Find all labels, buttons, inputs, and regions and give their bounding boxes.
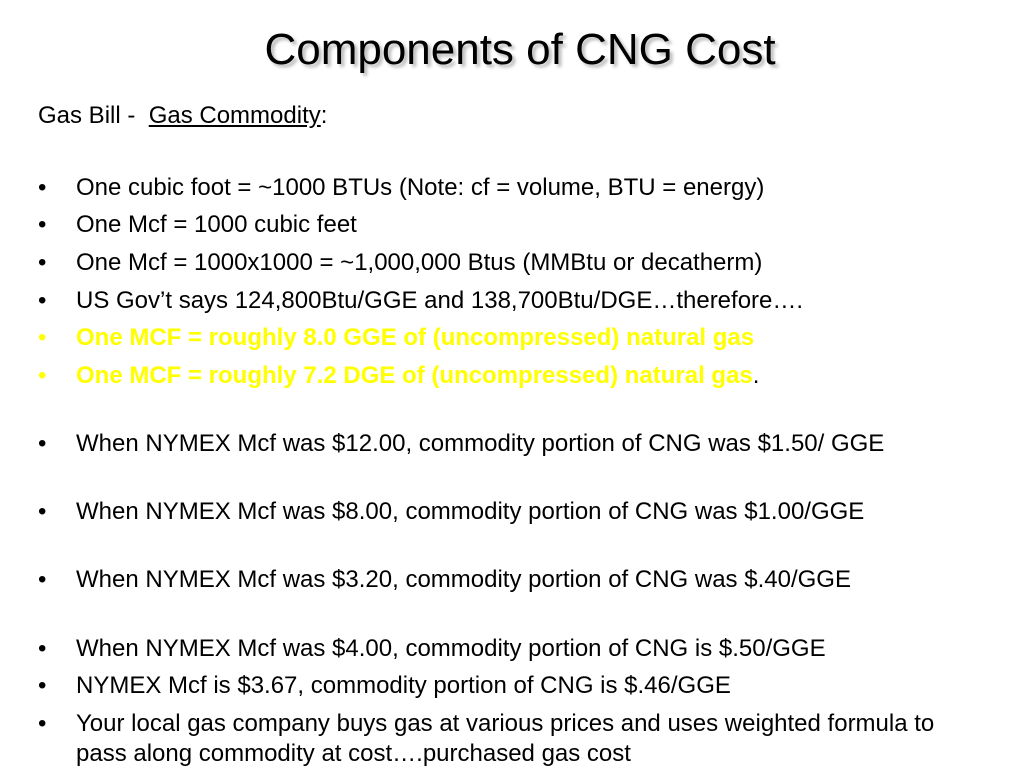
bullet-text: One Mcf = 1000 cubic feet (76, 211, 357, 238)
bullet-text: Your local gas company buys gas at various prices and uses weighted formula to pass along commodity at cost….purchased gas cost (76, 710, 935, 767)
bullet-marker: • (38, 174, 47, 201)
bullet-item (38, 565, 978, 595)
slide-title: Components of CNG Cost (264, 25, 776, 74)
section-heading-underlined: Gas Commodity (148, 102, 321, 129)
bullet-marker: • (38, 362, 47, 389)
section-heading-suffix: : (320, 102, 328, 129)
bullet-text: NYMEX Mcf is $3.67, commodity portion of CNG is $.46/GGE (76, 672, 731, 699)
bullet-text: When NYMEX Mcf was $3.20, commodity portion of CNG was $.40/GGE (76, 566, 851, 593)
bullet-marker: • (38, 249, 47, 276)
bullet-item (38, 497, 978, 527)
bullet-item (38, 173, 978, 203)
bullet-text: One MCF = roughly 8.0 GGE of (uncompressed) natural gas (76, 324, 755, 351)
highlighted-bullet-item (38, 323, 978, 353)
highlighted-bullet-item (38, 361, 978, 391)
bullet-item (38, 210, 978, 240)
bullet-item (38, 671, 978, 701)
bullet-marker: • (38, 635, 47, 662)
bullet-marker: • (38, 566, 47, 593)
bullet-marker: • (38, 211, 47, 238)
bullet-tail: . (752, 362, 760, 389)
bullet-text: One Mcf = 1000x1000 = ~1,000,000 Btus (MMBtu or decatherm) (76, 249, 763, 276)
bullet-item (38, 709, 978, 769)
bullet-text: US Gov’t says 124,800Btu/GGE and 138,700Btu/DGE…therefore…. (76, 287, 804, 314)
bullet-marker: • (38, 672, 47, 699)
bullet-text: When NYMEX Mcf was $12.00, commodity portion of CNG was $1.50/ GGE (76, 430, 885, 457)
bullet-item (38, 286, 978, 316)
bullet-marker: • (38, 430, 47, 457)
section-heading-prefix: Gas Bill - (38, 102, 149, 129)
bullet-marker: • (38, 287, 47, 314)
bullet-item (38, 634, 978, 664)
bullet-item (38, 248, 978, 278)
bullet-marker: • (38, 710, 47, 737)
bullet-text: One MCF = roughly 7.2 DGE of (uncompressed) natural gas (76, 362, 753, 389)
bullet-text: When NYMEX Mcf was $4.00, commodity portion of CNG is $.50/GGE (76, 635, 826, 662)
bullet-marker: • (38, 498, 47, 525)
bullet-item (38, 429, 978, 459)
bullet-text: One cubic foot = ~1000 BTUs (Note: cf = volume, BTU = energy) (76, 174, 765, 201)
bullet-text-wrap (76, 361, 978, 391)
bullet-marker: • (38, 324, 47, 351)
bullet-text: When NYMEX Mcf was $8.00, commodity portion of CNG was $1.00/GGE (76, 498, 865, 525)
